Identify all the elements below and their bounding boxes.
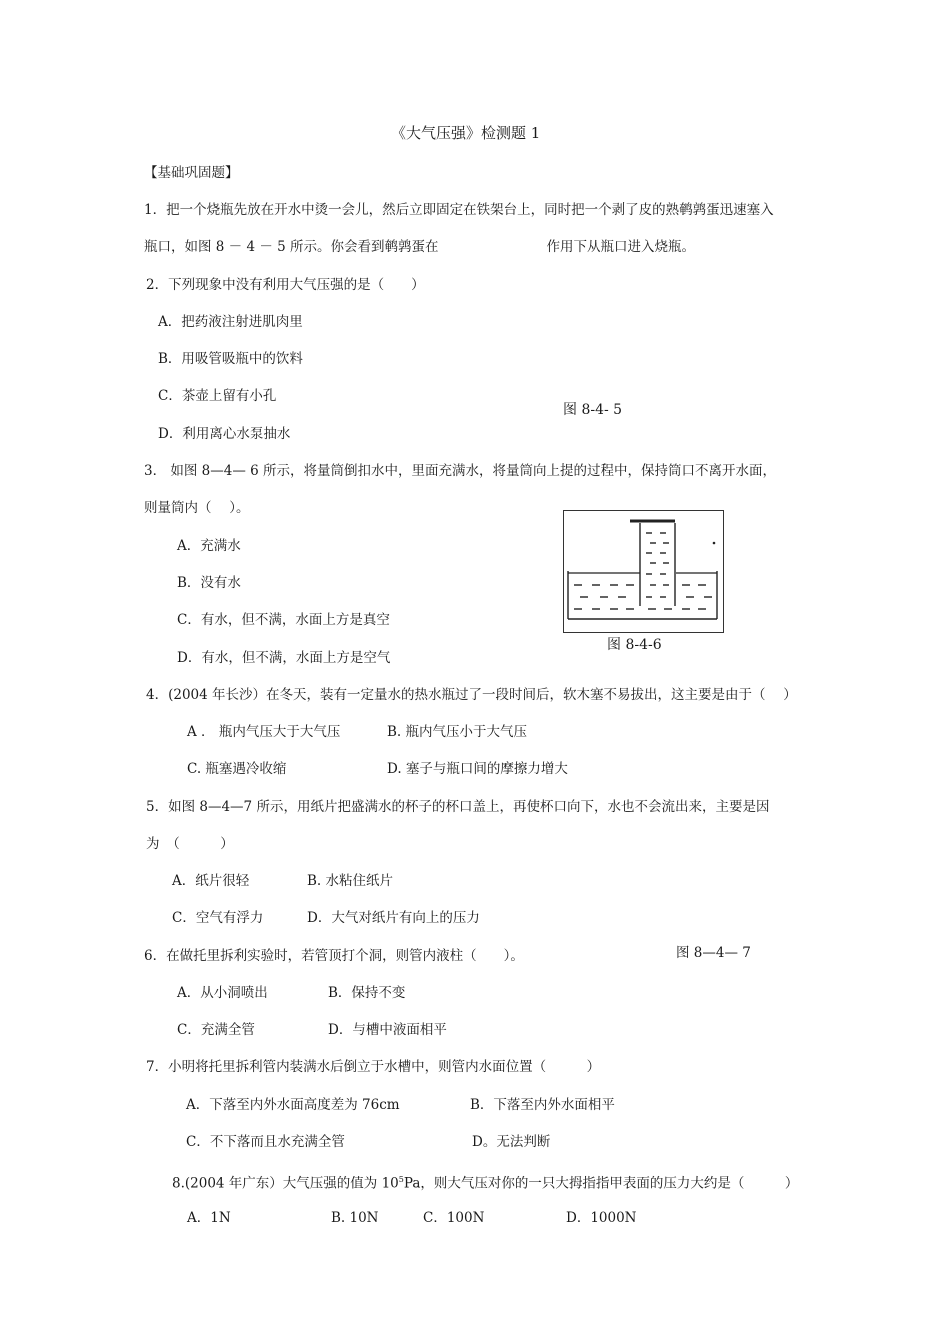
question-1-line-2 [144, 238, 695, 256]
question-6-option-c: C．充满全管 [177, 1022, 255, 1038]
question-7-stem: 7．小明将托里拆利管内装满水后倒立于水槽中，则管内水面位置（ ） [146, 1059, 601, 1075]
question-6-stem: 6．在做托里拆利实验时，若管顶打个洞，则管内液柱（ ）。 [144, 948, 524, 964]
question-4-option-b: B. 瓶内气压小于大气压 [387, 724, 528, 740]
question-5-option-d: D．大气对纸片有向上的压力 [307, 910, 480, 926]
exponent: 5 [398, 1175, 404, 1184]
page-title: 《大气压强》检测题 1 [391, 124, 541, 142]
figure-8-4-6-label: 图 8-4-6 [607, 637, 662, 653]
question-4-option-c: C. 瓶塞遇冷收缩 [187, 761, 287, 777]
question-7-option-c: C．不下落而且水充满全管 [186, 1134, 345, 1150]
question-4-option-d: D. 塞子与瓶口间的摩擦力增大 [387, 761, 568, 777]
question-1-line-1: 1．把一个烧瓶先放在开水中烫一会儿，然后立即固定在铁架台上，同时把一个剥了皮的熟鹌鹑蛋迅速塞入 [144, 202, 774, 218]
question-7-option-d: D。无法判断 [472, 1134, 551, 1150]
question-3-option-b: B．没有水 [177, 575, 241, 591]
question-8-option-b: B. 10N [331, 1210, 379, 1226]
figure-8-4-5-label: 图 8-4- 5 [563, 402, 623, 418]
question-3-line-1: 3． 如图 8—4— 6 所示，将量筒倒扣水中，里面充满水，将量筒向上提的过程中，保持筒口不离开水面， [144, 463, 777, 479]
question-4-option-a: A ． 瓶内气压大于大气压 [187, 724, 341, 740]
question-5-option-c: C．空气有浮力 [172, 910, 264, 926]
question-5-option-b: B. 水粘住纸片 [307, 873, 394, 889]
question-2-option-c: C．茶壶上留有小孔 [158, 388, 277, 404]
question-2-option-b: B．用吸管吸瓶中的饮料 [158, 351, 303, 367]
question-3-line-2: 则量筒内（ ）。 [144, 500, 250, 516]
question-8-option-a: A．1N [187, 1210, 231, 1226]
question-7-option-b: B．下落至内外水面相平 [470, 1097, 615, 1113]
question-3-option-c: C．有水，但不满，水面上方是真空 [177, 612, 390, 628]
question-6-option-a: A．从小洞喷出 [177, 985, 268, 1001]
question-7-option-a: A．下落至内外水面高度差为 76cm [186, 1097, 400, 1113]
question-8-stem-pre: 8.(2004 年广东）大气压强的值为 10 [172, 1175, 399, 1192]
question-4-stem: 4．(2004 年长沙）在冬天，装有一定量水的热水瓶过了一段时间后，软木塞不易拔出，这主要是由于（ ） [146, 687, 797, 703]
question-1-text-b: 作用下从瓶口进入烧瓶。 [546, 239, 696, 255]
question-6-option-b: B．保持不变 [328, 985, 406, 1001]
question-8-stem [172, 1171, 798, 1193]
question-1-text-a: 瓶口，如图 8 － 4 － 5 所示。你会看到鹌鹑蛋在 [144, 239, 439, 255]
question-8-option-c: C．100N [423, 1210, 485, 1226]
figure-8-4-6-diagram [563, 510, 724, 633]
question-5-line-2: 为 （ ） [146, 836, 234, 852]
question-2-option-d: D．利用离心水泵抽水 [158, 426, 291, 442]
question-3-option-d: D．有水，但不满，水面上方是空气 [177, 650, 391, 666]
question-2-stem: 2．下列现象中没有利用大气压强的是（ ） [146, 277, 425, 293]
question-6-option-d: D．与槽中液面相平 [328, 1022, 447, 1038]
question-5-line-1: 5．如图 8—4—7 所示，用纸片把盛满水的杯子的杯口盖上，再使杯口向下，水也不会流出来，主要是因 [146, 799, 770, 815]
section-heading: 【基础巩固题】 [144, 165, 239, 181]
question-8-stem-post: Pa，则大气压对你的一只大拇指指甲表面的压力大约是（ ） [403, 1175, 799, 1192]
figure-8-4-7-label: 图 8—4— 7 [676, 945, 751, 961]
question-2-option-a: A．把药液注射进肌肉里 [158, 314, 303, 330]
question-5-option-a: A．纸片很轻 [172, 873, 250, 889]
question-3-option-a: A．充满水 [177, 538, 241, 554]
question-8-option-d: D．1000N [566, 1210, 637, 1226]
